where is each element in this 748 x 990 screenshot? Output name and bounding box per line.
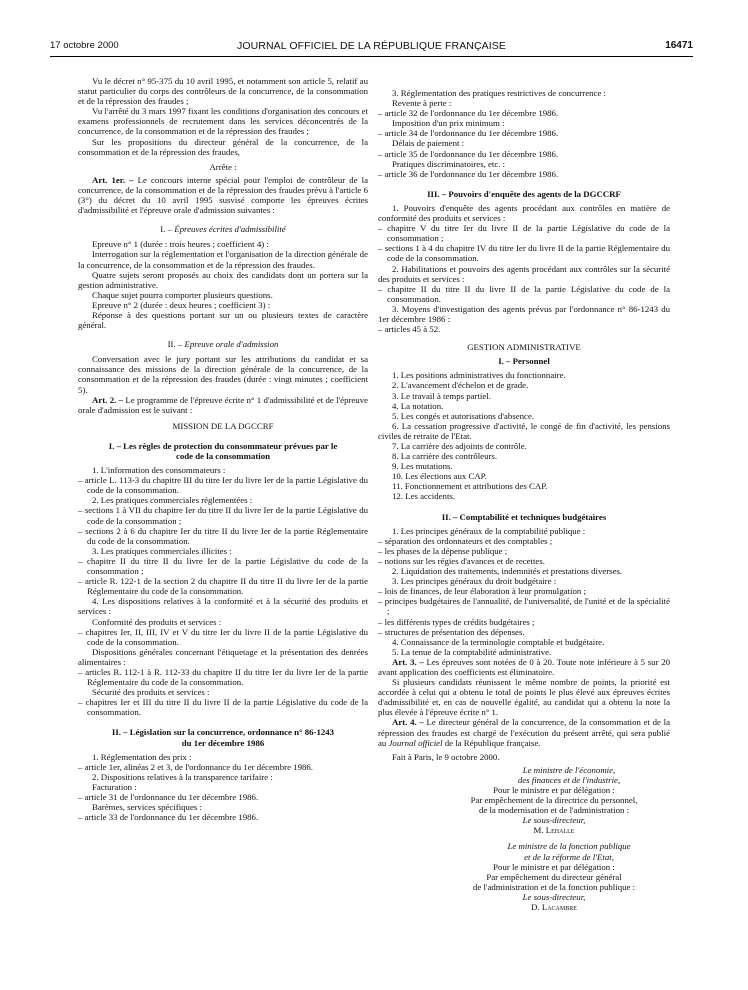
numbered-item: 2. Les pratiques commerciales réglementées : bbox=[92, 495, 253, 506]
dash-item: – sections 1 à VII du chapitre Ier du titre II du livre Ier de la partie Législative du code de la consommation ; bbox=[78, 505, 368, 526]
numbered-item: 4. Connaissance de la terminologie comptable et budgétaire. bbox=[392, 636, 605, 647]
part-3-list bbox=[378, 203, 670, 334]
list-item: 6. La cessation progressive d'activité, le congé de fin d'activité, les pensions civiles de retraite de l'Etat. bbox=[378, 420, 670, 441]
intro-paragraph: Vu le décret n° 95-375 du 10 avril 1995, et notamment son article 5, relatif au statut particulier du corps des contrôleurs de la concurrence, de la consommation et de la répression des fraudes ; bbox=[78, 76, 368, 107]
article-text: Le directeur général de la concurrence, de la consommation et de la répression des fraudes est chargé de l'exécution du présent arrêté, qui sera publié au bbox=[378, 717, 671, 748]
comptabilite-list bbox=[378, 526, 670, 657]
sub-heading: Pratiques discriminatoires, etc. : bbox=[392, 158, 506, 169]
numbered-item: 4. Les dispositions relatives à la conformité et à la sécurité des produits et services : bbox=[78, 596, 368, 617]
sub-heading: Conformité des produits et services : bbox=[92, 616, 222, 627]
list-item: 10. Les élections aux CAP. bbox=[392, 471, 487, 482]
intro-paragraph: Sur les propositions du directeur général de la concurrence, de la consommation et de la répression des fraudes, bbox=[78, 136, 368, 157]
body-line: Epreuve n° 1 (durée : trois heures ; coefficient 4) : bbox=[92, 239, 269, 250]
left-column bbox=[78, 76, 368, 822]
article-1 bbox=[78, 175, 368, 215]
dash-item: – chapitres Ier, II, III, IV et V du titre Ier du livre II de la partie Législative du code de la consommation. bbox=[78, 626, 368, 647]
signature-line: Par empêchement de la directrice du personnel, bbox=[470, 795, 638, 806]
list-item: 7. La carrière des adjoints de contrôle. bbox=[392, 441, 527, 451]
dash-item: – article 35 de l'ordonnance du 1er décembre 1986. bbox=[378, 148, 559, 159]
list-item: 8. La carrière des contrôleurs. bbox=[392, 451, 498, 462]
list-item: 9. Les mutations. bbox=[392, 461, 453, 472]
mission-heading: MISSION DE LA DGCCRF bbox=[172, 420, 274, 431]
dash-item: – chapitre II du titre II du livre Ier de la partie Législative du code de la consommation ; bbox=[78, 555, 368, 577]
numbered-item: 3. Les principes généraux du droit budgétaire : bbox=[392, 576, 557, 587]
part-title: II. – Législation sur la concurrence, ordonnance n° 86-1243 du 1er décembre 1986 bbox=[111, 727, 335, 748]
dash-item: – article 33 de l'ordonnance du 1er décembre 1986. bbox=[78, 812, 259, 823]
body-line: Quatre sujets seront proposés au choix des candidats dont un portera sur la gestion administrative. bbox=[78, 269, 368, 290]
numbered-item: 3. Les pratiques commerciales illicites : bbox=[92, 545, 232, 556]
body-line: Chaque sujet pourra comporter plusieurs questions. bbox=[92, 289, 273, 300]
numbered-item: 2. Liquidation des traitements, indemnités et prestations diverses. bbox=[392, 566, 623, 577]
dash-item: – chapitre II du titre II du livre II de la partie Législative du code de la consommation. bbox=[378, 283, 670, 304]
list-item: 2. L'avancement d'échelon et de grade. bbox=[392, 380, 529, 391]
article-label: Art. 1er. – bbox=[92, 174, 134, 185]
fait-a-paris: Fait à Paris, le 9 octobre 2000. bbox=[392, 751, 500, 762]
dash-item: – séparation des ordonnateurs et des comptables ; bbox=[378, 535, 553, 546]
page-header bbox=[50, 36, 693, 57]
journal-reference: Journal officiel bbox=[388, 737, 443, 748]
section-heading bbox=[78, 224, 368, 234]
sub-heading: Imposition d'un prix minimum : bbox=[392, 118, 505, 129]
list-item: 1. Les positions administratives du fonctionnaire. bbox=[392, 370, 566, 381]
signature-line: D. Lacambre bbox=[531, 902, 577, 913]
numbered-item: 1. L'information des consommateurs : bbox=[92, 465, 226, 476]
dash-item: – les différents types de crédits budgétaires ; bbox=[378, 616, 535, 627]
list-item: 5. Les congés et autorisations d'absence. bbox=[392, 410, 535, 421]
signature-line: Pour le ministre et par délégation : bbox=[493, 785, 615, 795]
personnel-list bbox=[378, 370, 670, 501]
page-number: 16471 bbox=[665, 40, 693, 51]
dash-item: – sections 1 à 4 du chapitre IV du titre Ier du livre II de la partie Réglementaire du code de la consommation. bbox=[378, 243, 670, 264]
part-2-continued-list bbox=[378, 88, 670, 179]
numbered-item: 2. Dispositions relatives à la transparence tarifaire : bbox=[92, 771, 273, 782]
article-text: Les épreuves sont notées de 0 à 20. Toute note inférieure à 5 sur 20 avant application des coefficients est éliminatoire. bbox=[378, 656, 670, 677]
article-label: Art. 2. – bbox=[92, 394, 124, 405]
numbered-item: 1. Pouvoirs d'enquête des agents procédant aux contrôles en matière de conformité des produits et services : bbox=[378, 202, 670, 224]
signature-line: et de la réforme de l'Etat, bbox=[524, 851, 614, 862]
signature-line: des finances et de l'industrie, bbox=[517, 774, 621, 785]
section-title: Epreuve orale d'admission bbox=[182, 339, 279, 350]
header-date: 17 octobre 2000 bbox=[50, 40, 119, 51]
sub-heading: Facturation : bbox=[92, 781, 137, 792]
part-title: I. – Personnel bbox=[498, 356, 550, 367]
intro-paragraph: Vu l'arrêté du 3 mars 1997 fixant les conditions d'organisation des concours et examens professionnels de recrutement dans les services déconcentrés de la concurrence, de la consommation et de la répression des fraudes ; bbox=[78, 106, 368, 137]
body-line: Epreuve n° 2 (durée : deux heures ; coefficient 3) : bbox=[92, 299, 271, 310]
signature-line: Pour le ministre et par délégation : bbox=[493, 861, 615, 872]
numbered-item: 3. Réglementation des pratiques restrictives de concurrence : bbox=[392, 88, 606, 98]
article-label: Art. 4. – bbox=[392, 717, 424, 728]
dash-item: – sections 2 à 6 du chapitre Ier du titre II du livre Ier de la partie Réglementaire du code de la consommation. bbox=[78, 525, 368, 546]
signature-line: Le ministre de l'économie, bbox=[522, 764, 616, 775]
part-1-list bbox=[78, 465, 368, 717]
numbered-item: 2. Habilitations et pouvoirs des agents procédant aux contrôles sur la sécurité des produits et services : bbox=[378, 263, 670, 284]
dash-item: – article 31 de l'ordonnance du 1er décembre 1986. bbox=[78, 792, 259, 802]
dash-item: – chapitres Ier et III du titre II du livre II de la partie Législative du code de la consommation. bbox=[78, 697, 368, 718]
dash-item: – les phases de la dépense publique ; bbox=[378, 545, 508, 556]
body-line: Conversation avec le jury portant sur les attributions du candidat et sa connaissance des missions de la direction générale de la concurrence, de la consommation et de la répression des fraudes (durée : vingt minutes ; coefficient 5). bbox=[78, 354, 368, 395]
right-column bbox=[378, 88, 670, 912]
list-item: 12. Les accidents. bbox=[392, 491, 456, 502]
dash-item: – article 36 de l'ordonnance du 1er décembre 1986. bbox=[378, 168, 559, 179]
arrete-heading: Arrête : bbox=[209, 161, 237, 172]
signature-block-1 bbox=[378, 765, 670, 836]
part-title: II. – Comptabilité et techniques budgétaires bbox=[441, 511, 607, 522]
sub-heading: Dispositions générales concernant l'étiquetage et la présentation des denrées alimentaires : bbox=[78, 646, 368, 667]
article-text: de la République française. bbox=[442, 737, 541, 748]
signature-line: Par empêchement du directeur général bbox=[486, 871, 622, 882]
sub-heading: Barèmes, services spécifiques : bbox=[92, 802, 202, 813]
numbered-item: 3. Moyens d'investigation des agents prévus par l'ordonnance n° 86-1243 du 1er décembre 1986 : bbox=[378, 303, 670, 324]
sub-heading: Délais de paiement : bbox=[392, 138, 465, 149]
dash-item: – article 1er, alinéas 2 et 3, de l'ordonnance du 1er décembre 1986. bbox=[78, 761, 313, 772]
signature-block-2 bbox=[378, 841, 670, 912]
dash-item: – article 32 de l'ordonnance du 1er décembre 1986. bbox=[378, 108, 559, 119]
signature-line: de l'administration et de la fonction publique : bbox=[472, 881, 636, 892]
signature-line: Le sous-directeur, bbox=[522, 891, 586, 902]
body-line: Interrogation sur la réglementation et l'organisation de la direction générale de la concurrence, de la consommation et de la répression des fraudes. bbox=[78, 249, 368, 270]
list-item: 3. Le travail à temps partiel. bbox=[392, 390, 491, 401]
section-heading bbox=[78, 339, 368, 349]
signature-line: Le sous-directeur, bbox=[522, 815, 586, 826]
dash-item: – principes budgétaires de l'annualité, de l'universalité, de l'unité et de la spécialité ; bbox=[378, 596, 670, 617]
dash-item: – structures de présentation des dépenses. bbox=[378, 626, 525, 637]
dash-item: – articles R. 112-1 à R. 112-33 du chapitre II du titre Ier du livre Ier de la partie Réglementaire du code de la consommation. bbox=[78, 666, 368, 688]
sub-heading: Revente à perte : bbox=[392, 98, 452, 109]
signature-line: Le ministre de la fonction publique bbox=[507, 841, 631, 852]
dash-item: – article L. 113-3 du chapitre III du titre Ier du livre Ier de la partie Législative du code de la consommation. bbox=[78, 475, 368, 496]
article-4 bbox=[378, 717, 670, 747]
article-2 bbox=[78, 395, 368, 415]
sub-heading: Sécurité des produits et services : bbox=[92, 687, 210, 698]
dash-item: – article R. 122-1 de la section 2 du chapitre II du titre II du livre Ier de la partie Réglementaire du code de la consommation. bbox=[78, 576, 368, 597]
numbered-item: 1. Réglementation des prix : bbox=[92, 751, 192, 762]
dash-item: – article 34 de l'ordonnance du 1er décembre 1986. bbox=[378, 128, 559, 139]
body-line: Réponse à des questions portant sur un ou plusieurs textes de caractère général. bbox=[78, 309, 368, 331]
part-title: I. – Les règles de protection du consommateur prévues par le code de la consommation bbox=[108, 440, 338, 461]
section-number: I. – bbox=[160, 224, 173, 235]
gestion-heading: GESTION ADMINISTRATIVE bbox=[467, 342, 581, 353]
list-item: 4. La notation. bbox=[392, 400, 444, 411]
dash-item: – lois de finances, de leur élaboration à leur promulgation ; bbox=[378, 586, 586, 597]
signature-line: de la modernisation et de l'administration : bbox=[478, 805, 630, 816]
part-title: III. – Pouvoirs d'enquête des agents de la DGCCRF bbox=[427, 188, 621, 199]
article-text: Le concours interne spécial pour l'emploi de contrôleur de la concurrence, de la consommation et de la répression des fraudes prévu à l'article 6 (3°) du décret du 10 avril 1995 susvisé comporte les épreuves écrites d'admissibilité et l'épreuve orale d'admission suivantes : bbox=[78, 174, 368, 216]
part-2-list bbox=[78, 752, 368, 823]
journal-title: JOURNAL OFFICIEL DE LA RÉPUBLIQUE FRANÇAISE bbox=[237, 40, 506, 52]
signature-line: M. Lehalle bbox=[533, 825, 575, 836]
numbered-item: 5. La tenue de la comptabilité administrative. bbox=[392, 646, 552, 657]
numbered-item: 1. Les principes généraux de la comptabilité publique : bbox=[392, 525, 586, 536]
dash-item: – notions sur les régies d'avances et de recettes. bbox=[378, 555, 545, 566]
article-label: Art. 3. – bbox=[392, 656, 424, 667]
section-number: II. – bbox=[167, 339, 183, 350]
dash-item: – chapitre V du titre Ier du livre II de la partie Législative du code de la consommation ; bbox=[378, 223, 670, 244]
dash-item: – articles 45 à 52. bbox=[378, 324, 441, 335]
list-item: 11. Fonctionnement et attributions des CAP. bbox=[392, 481, 548, 492]
body-line: Si plusieurs candidats réunissent le même nombre de points, la priorité est accordée à celui qui a obtenu le total de points le plus élevé aux épreuves écrites d'admissibilité et, en cas de nouvelle égalité, au candidat qui a obtenu la note la plus élevée à l'épreuve écrite n° 1. bbox=[378, 677, 670, 718]
article-3 bbox=[378, 657, 670, 677]
article-text: Le programme de l'épreuve écrite n° 1 d'admissibilité et de l'épreuve orale d'admission est le suivant : bbox=[78, 394, 368, 415]
section-title: Épreuves écrites d'admissibilité bbox=[172, 224, 286, 235]
